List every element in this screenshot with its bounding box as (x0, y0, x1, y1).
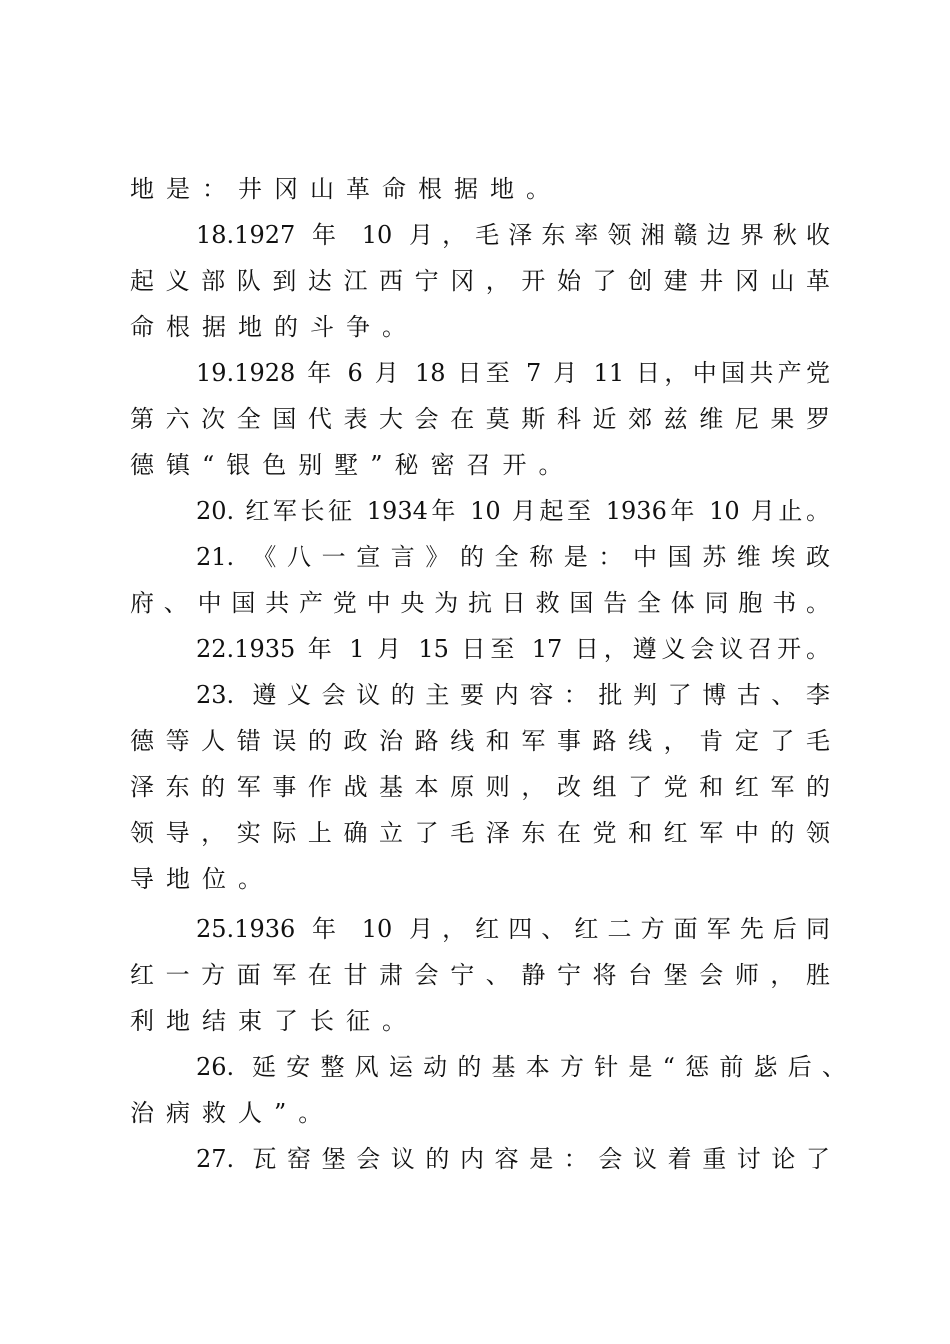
text-line: 20. 红军长征 1934年 10 月起至 1936年 10 月止。 (196, 497, 830, 525)
text-line: 红一方面军在甘肃会宁、静宁将台堡会师，胜 (130, 961, 830, 989)
text-line: 利地结束了长征。 (130, 1007, 418, 1035)
text-line: 德镇“银色别墅”秘密召开。 (130, 451, 575, 479)
text-line: 23. 遵义会议的主要内容：批判了博古、李 (196, 681, 830, 709)
text-line: 地是：井冈山革命根据地。 (130, 175, 562, 203)
text-line: 第六次全国代表大会在莫斯科近郊兹维尼果罗 (130, 405, 830, 433)
text-line: 27. 瓦窑堡会议的内容是：会议着重讨论了 (196, 1145, 830, 1173)
text-line: 德等人错误的政治路线和军事路线，肯定了毛 (130, 727, 830, 755)
text-line: 领导，实际上确立了毛泽东在党和红军中的领 (130, 819, 830, 847)
text-line: 19.1928 年 6 月 18 日至 7 月 11 日，中国共产党 (196, 359, 830, 387)
text-line: 18.1927 年 10 月，毛泽东率领湘赣边界秋收 (196, 221, 830, 249)
text-line: 导地位。 (130, 865, 274, 893)
text-line: 起义部队到达江西宁冈，开始了创建井冈山革 (130, 267, 830, 295)
text-line: 22.1935 年 1 月 15 日至 17 日，遵义会议召开。 (196, 635, 830, 663)
text-line: 命根据地的斗争。 (130, 313, 418, 341)
text-line: 治病救人”。 (130, 1099, 335, 1127)
text-line: 21. 《八一宣言》的全称是：中国苏维埃政 (196, 543, 830, 571)
text-line: 泽东的军事作战基本原则，改组了党和红军的 (130, 773, 830, 801)
text-line: 26. 延安整风运动的基本方针是“惩前毖后、 (196, 1053, 846, 1081)
text-line: 25.1936 年 10 月，红四、红二方面军先后同 (196, 915, 830, 943)
text-line: 府、中国共产党中央为抗日救国告全体同胞书。 (130, 589, 830, 617)
